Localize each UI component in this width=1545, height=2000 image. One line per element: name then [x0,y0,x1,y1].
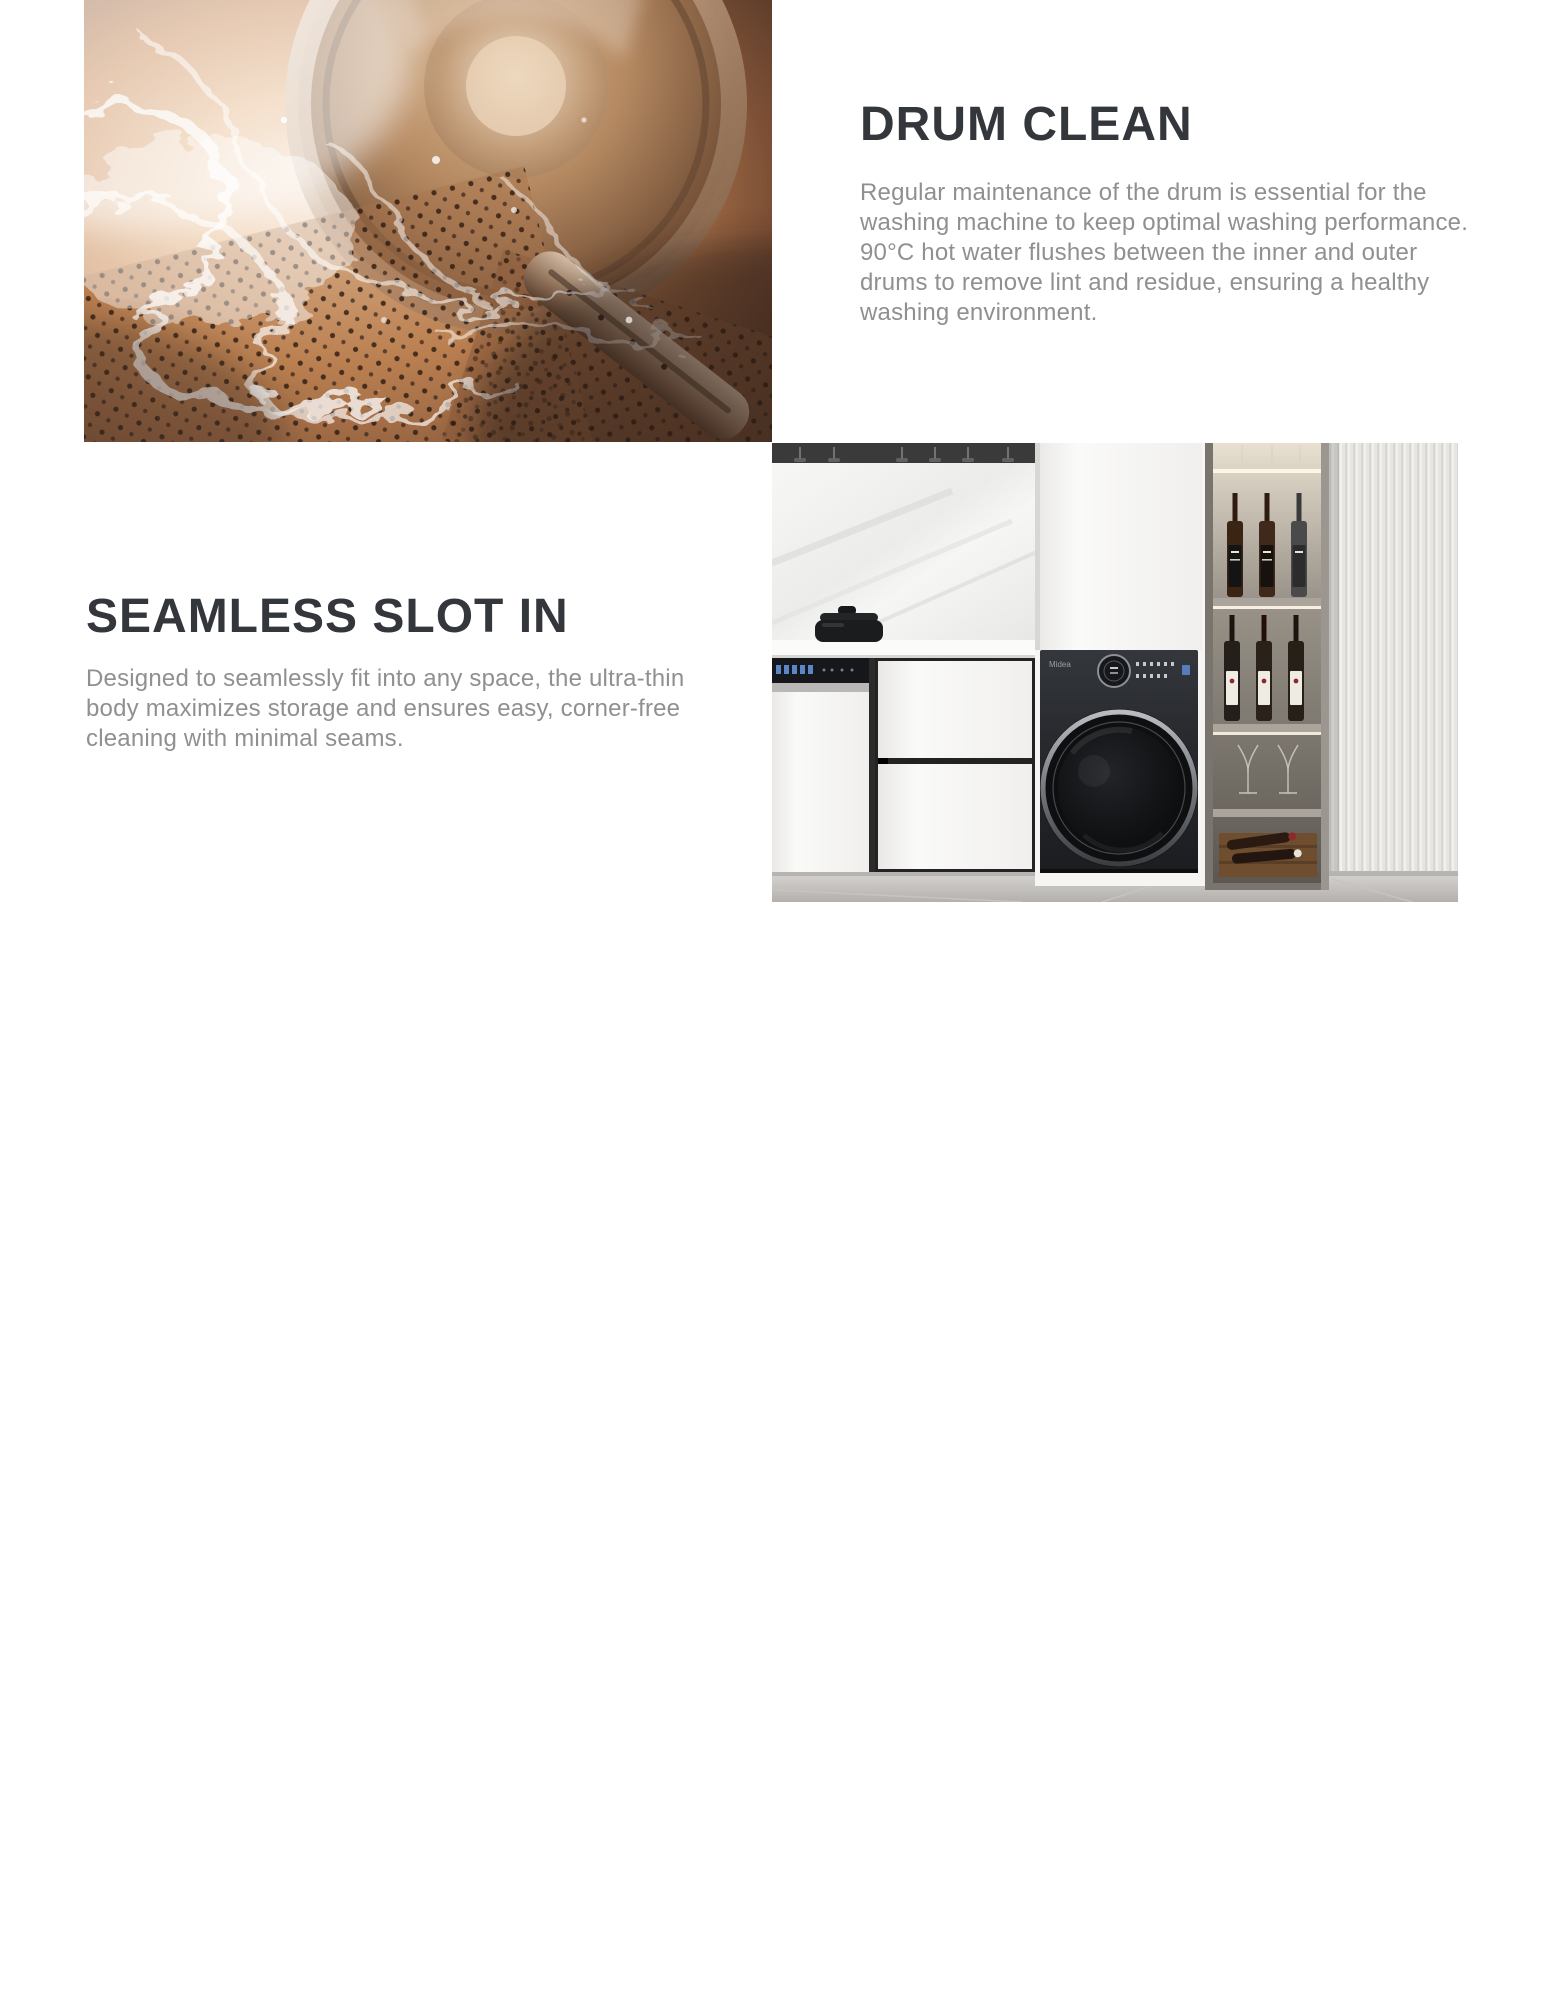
drum-clean-paragraph [860,178,1468,328]
cabinet-divider [869,658,875,872]
brand-logo: Midea [1049,660,1071,669]
kitchen-image [772,443,1458,902]
paragraph-line: 90°C hot water flushes between the inner and outer [860,239,1418,266]
countertop [772,640,1039,658]
washing-machine [1040,650,1198,873]
paragraph-line: Regular maintenance of the drum is essential for the [860,179,1427,206]
washer-door [1040,709,1198,867]
seamless-slot-in-paragraph [86,664,684,754]
drum-clean-illustration [84,0,772,442]
wine-crate [1219,831,1317,877]
dishwasher [772,658,872,872]
kitchen-illustration [772,443,1458,902]
paragraph-line: body maximizes storage and ensures easy, corner-free [86,695,681,722]
glass-rack [772,443,1039,463]
drawer-unit [875,658,1035,872]
drum-clean-image [84,0,772,442]
paragraph-line: washing environment. [860,299,1098,326]
fluted-wall-panel [1329,443,1458,890]
washer-control-dial [1098,655,1130,687]
wine-cabinet [1205,443,1329,890]
paragraph-line: drums to remove lint and residue, ensuring a healthy [860,269,1430,296]
paragraph-line: washing machine to keep optimal washing performance. [860,209,1469,236]
seamless-slot-in-heading: SEAMLESS SLOT IN [86,590,569,643]
paragraph-line: Designed to seamlessly fit into any space, the ultra-thin [86,665,685,692]
marble-backsplash [772,463,1039,643]
paragraph-line: cleaning with minimal seams. [86,725,404,752]
drum-clean-heading: DRUM CLEAN [860,98,1193,151]
